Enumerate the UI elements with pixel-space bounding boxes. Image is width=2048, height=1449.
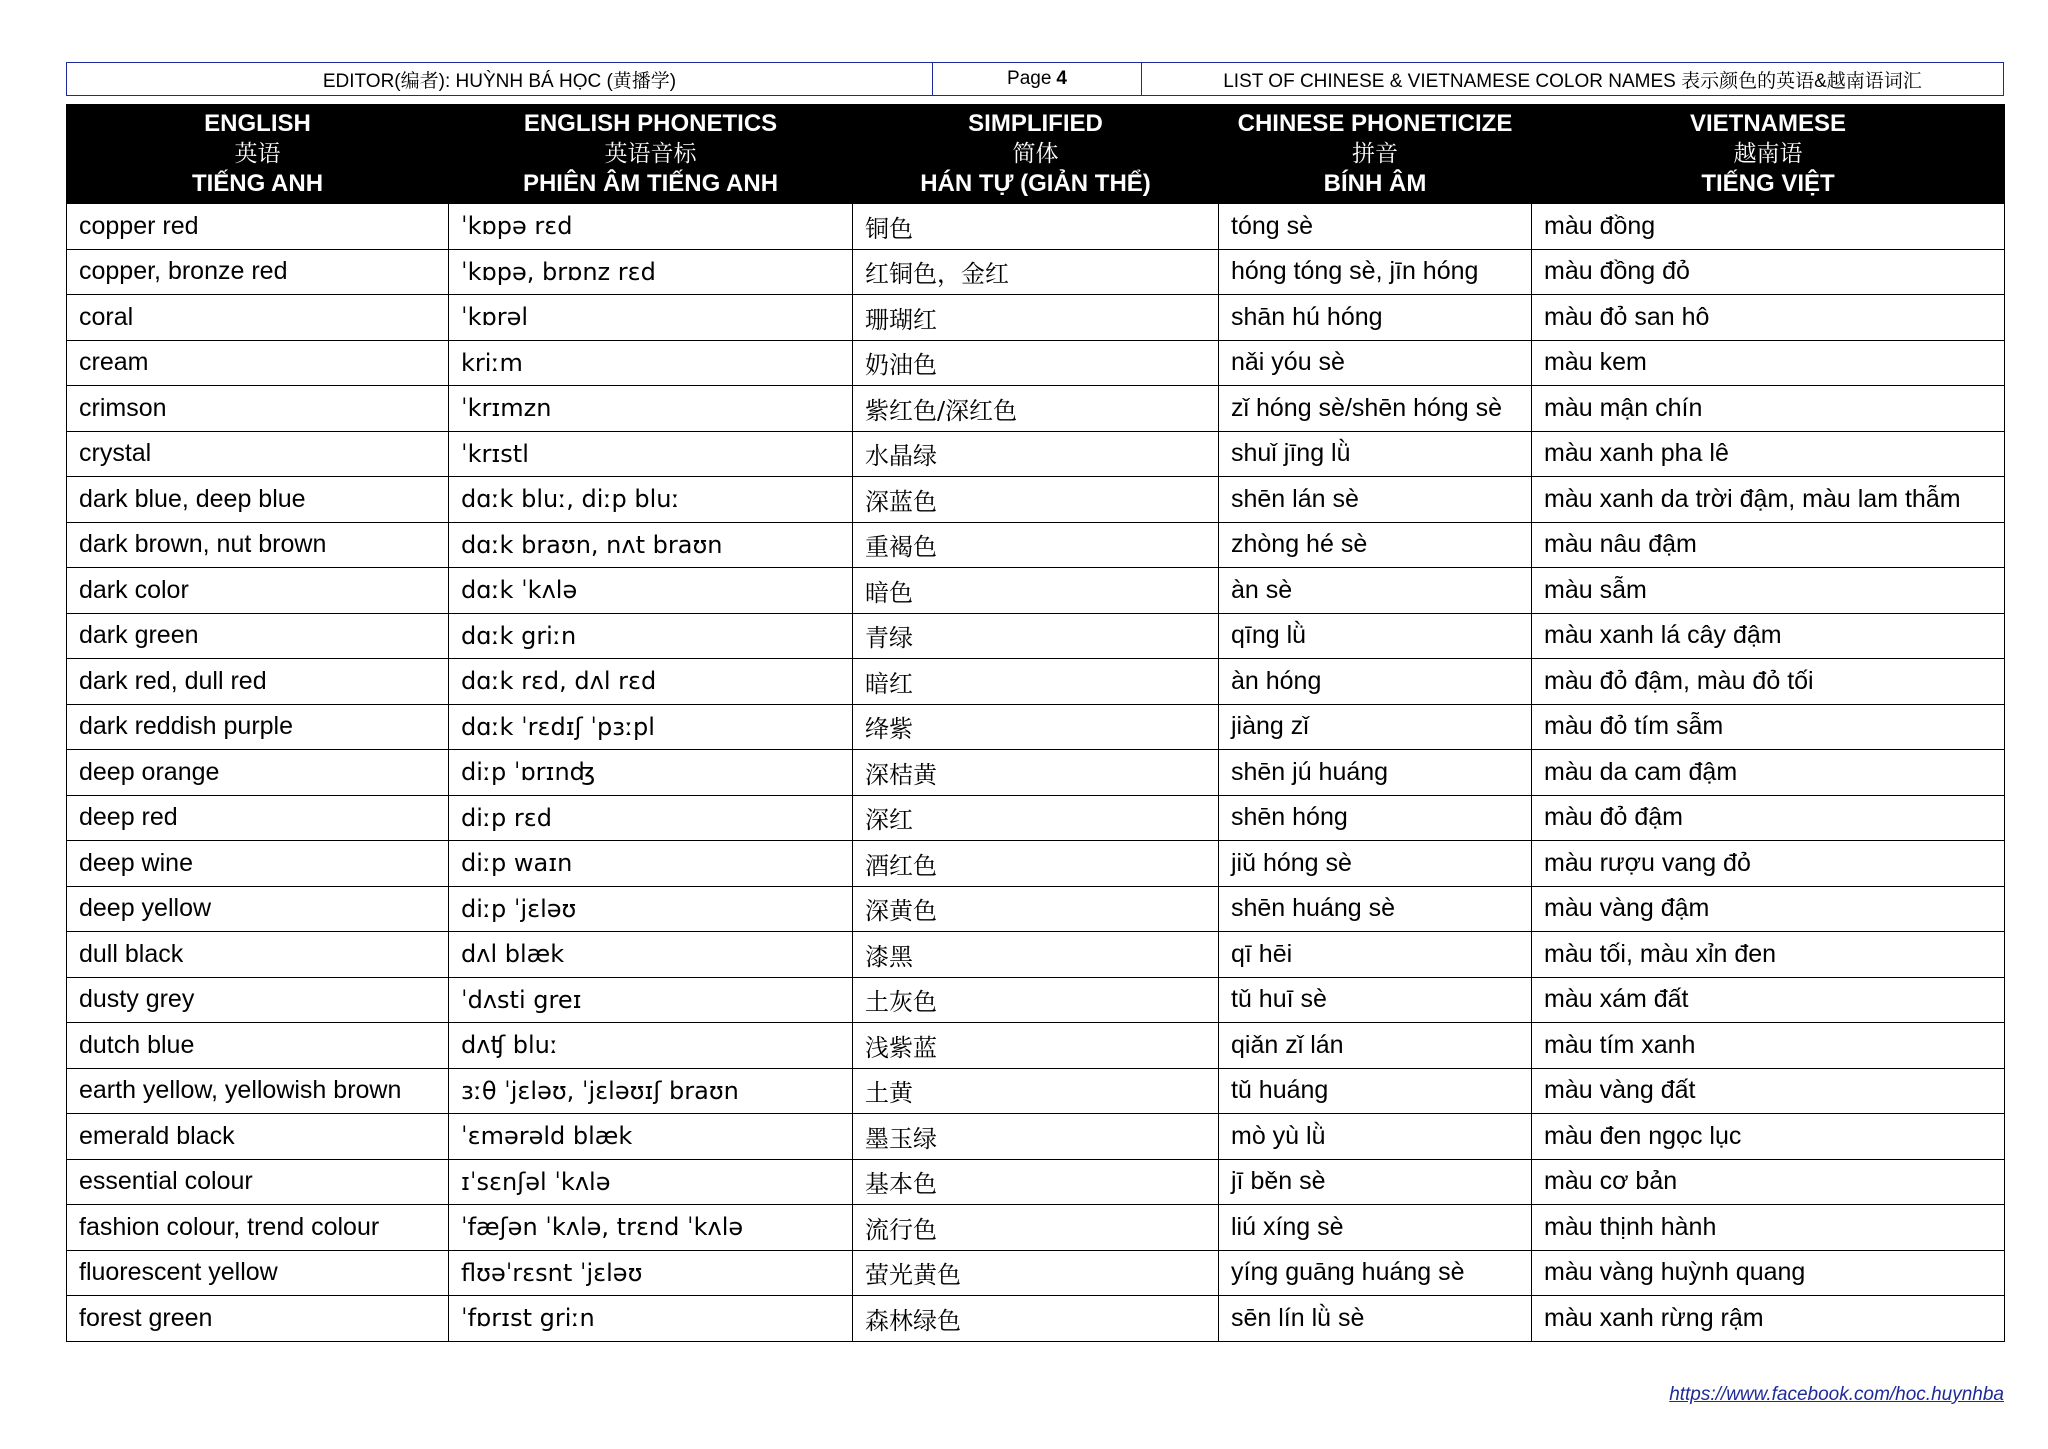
vietnamese-cell: màu đỏ tím sẫm [1532,704,2005,750]
vietnamese-cell: màu rượu vang đỏ [1532,841,2005,887]
page-label: Page [1007,68,1052,89]
english-phonetics-cell: dʌl blæk [449,932,853,978]
header-line: 拼音 [1352,141,1398,167]
simplified-cell: 深蓝色 [853,477,1219,523]
table-row [67,340,2005,386]
table-row [67,613,2005,659]
english-cell: dark reddish purple [67,704,449,750]
vietnamese-cell: màu vàng đất [1532,1068,2005,1114]
table-row [67,977,2005,1023]
english-cell: cream [67,340,449,386]
simplified-cell: 红铜色，金红 [853,249,1219,295]
pinyin-cell: sēn lín lǜ sè [1219,1296,1532,1342]
header-line: HÁN TỰ (GIẢN THỂ) [920,170,1151,197]
english-phonetics-cell: ɜːθ ˈjɛləʊ, ˈjɛləʊɪʃ braʊn [449,1068,853,1114]
table-row [67,795,2005,841]
simplified-cell: 铜色 [853,204,1219,250]
simplified-cell: 漆黑 [853,932,1219,978]
facebook-link[interactable]: https://www.facebook.com/hoc.huynhba [1669,1384,2004,1405]
table-body [67,204,2005,1342]
table-row [67,1205,2005,1251]
vietnamese-cell: màu đen ngọc lục [1532,1114,2005,1160]
english-cell: dark green [67,613,449,659]
english-phonetics-cell: diːp waɪn [449,841,853,887]
table-row [67,249,2005,295]
pinyin-cell: shān hú hóng [1219,295,1532,341]
pinyin-cell: liú xíng sè [1219,1205,1532,1251]
pinyin-cell: yíng guāng huáng sè [1219,1250,1532,1296]
table-row [67,1159,2005,1205]
vietnamese-cell: màu đỏ đậm, màu đỏ tối [1532,659,2005,705]
simplified-cell: 浅紫蓝 [853,1023,1219,1069]
english-cell: dark color [67,568,449,614]
english-cell: dark red, dull red [67,659,449,705]
table-row [67,932,2005,978]
page-number: 4 [1056,68,1067,89]
pinyin-cell: tóng sè [1219,204,1532,250]
english-phonetics-cell: ˈfæʃən ˈkʌlə, trɛnd ˈkʌlə [449,1205,853,1251]
simplified-cell: 深红 [853,795,1219,841]
vietnamese-cell: màu kem [1532,340,2005,386]
simplified-cell: 绛紫 [853,704,1219,750]
vietnamese-cell: màu xanh da trời đậm, màu lam thẫm [1532,477,2005,523]
english-cell: dusty grey [67,977,449,1023]
header-line: 英语音标 [604,141,697,167]
english-phonetics-cell: dɑːk griːn [449,613,853,659]
vietnamese-cell: màu cơ bản [1532,1159,2005,1205]
pinyin-cell: àn hóng [1219,659,1532,705]
vietnamese-cell: màu sẫm [1532,568,2005,614]
pinyin-cell: jiǔ hóng sè [1219,841,1532,887]
vietnamese-cell: màu xanh rừng rậm [1532,1296,2005,1342]
english-phonetics-cell: diːp rɛd [449,795,853,841]
header-line: ENGLISH [204,110,311,137]
simplified-cell: 珊瑚红 [853,295,1219,341]
table-row [67,477,2005,523]
vietnamese-cell: màu đỏ san hô [1532,295,2005,341]
pinyin-cell: tǔ huī sè [1219,977,1532,1023]
english-cell: deep orange [67,750,449,796]
pinyin-cell: shēn jú huáng [1219,750,1532,796]
simplified-cell: 森林绿色 [853,1296,1219,1342]
vietnamese-cell: màu vàng huỳnh quang [1532,1250,2005,1296]
header-line: SIMPLIFIED [968,110,1103,137]
english-cell: copper red [67,204,449,250]
english-cell: dull black [67,932,449,978]
pinyin-cell: tǔ huáng [1219,1068,1532,1114]
table-row [67,886,2005,932]
header-line: TIẾNG VIỆT [1701,170,1835,197]
english-phonetics-cell: flʊəˈrɛsnt ˈjɛləʊ [449,1250,853,1296]
header-english [67,105,449,204]
english-phonetics-cell: dɑːk ˈkʌlə [449,568,853,614]
english-phonetics-cell: dɑːk braʊn, nʌt braʊn [449,522,853,568]
simplified-cell: 墨玉绿 [853,1114,1219,1160]
document-title: LIST OF CHINESE & VIETNAMESE COLOR NAMES 表示颜色的英语&越南语词汇 [1223,70,1922,92]
pinyin-cell: jī běn sè [1219,1159,1532,1205]
table-row [67,1114,2005,1160]
english-cell: copper, bronze red [67,249,449,295]
english-phonetics-cell: ˈfɒrɪst griːn [449,1296,853,1342]
header-line: 英语 [234,141,281,167]
english-cell: deep yellow [67,886,449,932]
table-row [67,659,2005,705]
english-cell: crystal [67,431,449,477]
english-phonetics-cell: ˈkɒpə, brɒnz rɛd [449,249,853,295]
table-row [67,1296,2005,1342]
vietnamese-cell: màu tím xanh [1532,1023,2005,1069]
simplified-cell: 土黄 [853,1068,1219,1114]
simplified-cell: 深黄色 [853,886,1219,932]
simplified-cell: 流行色 [853,1205,1219,1251]
pinyin-cell: mò yù lǜ [1219,1114,1532,1160]
vietnamese-cell: màu xanh pha lê [1532,431,2005,477]
vietnamese-cell: màu đỏ đậm [1532,795,2005,841]
english-cell: crimson [67,386,449,432]
vietnamese-cell: màu đồng [1532,204,2005,250]
english-phonetics-cell: ˈkɒrəl [449,295,853,341]
english-phonetics-cell: diːp ˈɒrɪnʤ [449,750,853,796]
pinyin-cell: shēn huáng sè [1219,886,1532,932]
header-line: 越南语 [1733,141,1803,167]
vietnamese-cell: màu tối, màu xỉn đen [1532,932,2005,978]
page-header [66,62,2004,96]
pinyin-cell: hóng tóng sè, jīn hóng [1219,249,1532,295]
header-line: PHIÊN ÂM TIẾNG ANH [522,170,779,197]
pinyin-cell: qīng lǜ [1219,613,1532,659]
vietnamese-cell: màu xanh lá cây đậm [1532,613,2005,659]
table-row [67,522,2005,568]
header-vietnamese [1532,105,2005,204]
simplified-cell: 奶油色 [853,340,1219,386]
english-cell: coral [67,295,449,341]
table-row [67,386,2005,432]
english-phonetics-cell: ˈkrɪstl [449,431,853,477]
simplified-cell: 重褐色 [853,522,1219,568]
english-phonetics-cell: dɑːk ˈrɛdɪʃ ˈpɜːpl [449,704,853,750]
english-phonetics-cell: dɑːk bluː, diːp bluː [449,477,853,523]
page-indicator [933,63,1142,95]
table-row [67,704,2005,750]
table-header-row [67,105,2005,204]
english-phonetics-cell: diːp ˈjɛləʊ [449,886,853,932]
color-vocabulary-table [66,104,2005,1342]
simplified-cell: 土灰色 [853,977,1219,1023]
english-cell: deep red [67,795,449,841]
english-phonetics-cell: ˈɛmərəld blæk [449,1114,853,1160]
table-row [67,431,2005,477]
header-line: TIẾNG ANH [191,170,324,197]
vietnamese-cell: màu nâu đậm [1532,522,2005,568]
simplified-cell: 基本色 [853,1159,1219,1205]
vietnamese-cell: màu da cam đậm [1532,750,2005,796]
pinyin-cell: qiǎn zǐ lán [1219,1023,1532,1069]
table-row [67,1068,2005,1114]
simplified-cell: 酒红色 [853,841,1219,887]
pinyin-cell: zǐ hóng sè/shēn hóng sè [1219,386,1532,432]
english-phonetics-cell: dɑːk rɛd, dʌl rɛd [449,659,853,705]
english-cell: emerald black [67,1114,449,1160]
table-row [67,1023,2005,1069]
pinyin-cell: jiàng zǐ [1219,704,1532,750]
table-row [67,1250,2005,1296]
vietnamese-cell: màu vàng đậm [1532,886,2005,932]
vietnamese-cell: màu thịnh hành [1532,1205,2005,1251]
english-cell: fluorescent yellow [67,1250,449,1296]
english-phonetics-cell: kriːm [449,340,853,386]
table-row [67,568,2005,614]
header-line: 简体 [1012,141,1059,167]
simplified-cell: 青绿 [853,613,1219,659]
pinyin-cell: àn sè [1219,568,1532,614]
english-cell: dark brown, nut brown [67,522,449,568]
english-phonetics-cell: dʌʧ bluː [449,1023,853,1069]
english-cell: dark blue, deep blue [67,477,449,523]
english-cell: deep wine [67,841,449,887]
table-row [67,204,2005,250]
editor-credit: EDITOR(编者): HUỲNH BÁ HỌC (黄播学) [67,63,933,95]
english-cell: fashion colour, trend colour [67,1205,449,1251]
table-row [67,750,2005,796]
header-english-phonetics [449,105,853,204]
simplified-cell: 萤光黄色 [853,1250,1219,1296]
table-row [67,295,2005,341]
header-line: BÍNH ÂM [1323,170,1427,197]
english-phonetics-cell: ˈkrɪmzn [449,386,853,432]
pinyin-cell: shēn hóng [1219,795,1532,841]
vietnamese-cell: màu đồng đỏ [1532,249,2005,295]
pinyin-cell: shēn lán sè [1219,477,1532,523]
english-phonetics-cell: ˈkɒpə rɛd [449,204,853,250]
simplified-cell: 紫红色/深红色 [853,386,1219,432]
english-cell: dutch blue [67,1023,449,1069]
pinyin-cell: shuǐ jīng lǜ [1219,431,1532,477]
simplified-cell: 暗色 [853,568,1219,614]
header-chinese-phoneticize [1219,105,1532,204]
vietnamese-cell: màu mận chín [1532,386,2005,432]
english-cell: essential colour [67,1159,449,1205]
pinyin-cell: qī hēi [1219,932,1532,978]
header-line: VIETNAMESE [1689,110,1847,137]
english-cell: forest green [67,1296,449,1342]
vietnamese-cell: màu xám đất [1532,977,2005,1023]
simplified-cell: 深桔黄 [853,750,1219,796]
simplified-cell: 暗红 [853,659,1219,705]
english-cell: earth yellow, yellowish brown [67,1068,449,1114]
pinyin-cell: zhòng hé sè [1219,522,1532,568]
header-line: ENGLISH PHONETICS [523,110,778,137]
english-phonetics-cell: ɪˈsɛnʃəl ˈkʌlə [449,1159,853,1205]
header-line: CHINESE PHONETICIZE [1237,110,1513,137]
simplified-cell: 水晶绿 [853,431,1219,477]
pinyin-cell: nǎi yóu sè [1219,340,1532,386]
table-row [67,841,2005,887]
english-phonetics-cell: ˈdʌsti greɪ [449,977,853,1023]
header-simplified [853,105,1219,204]
